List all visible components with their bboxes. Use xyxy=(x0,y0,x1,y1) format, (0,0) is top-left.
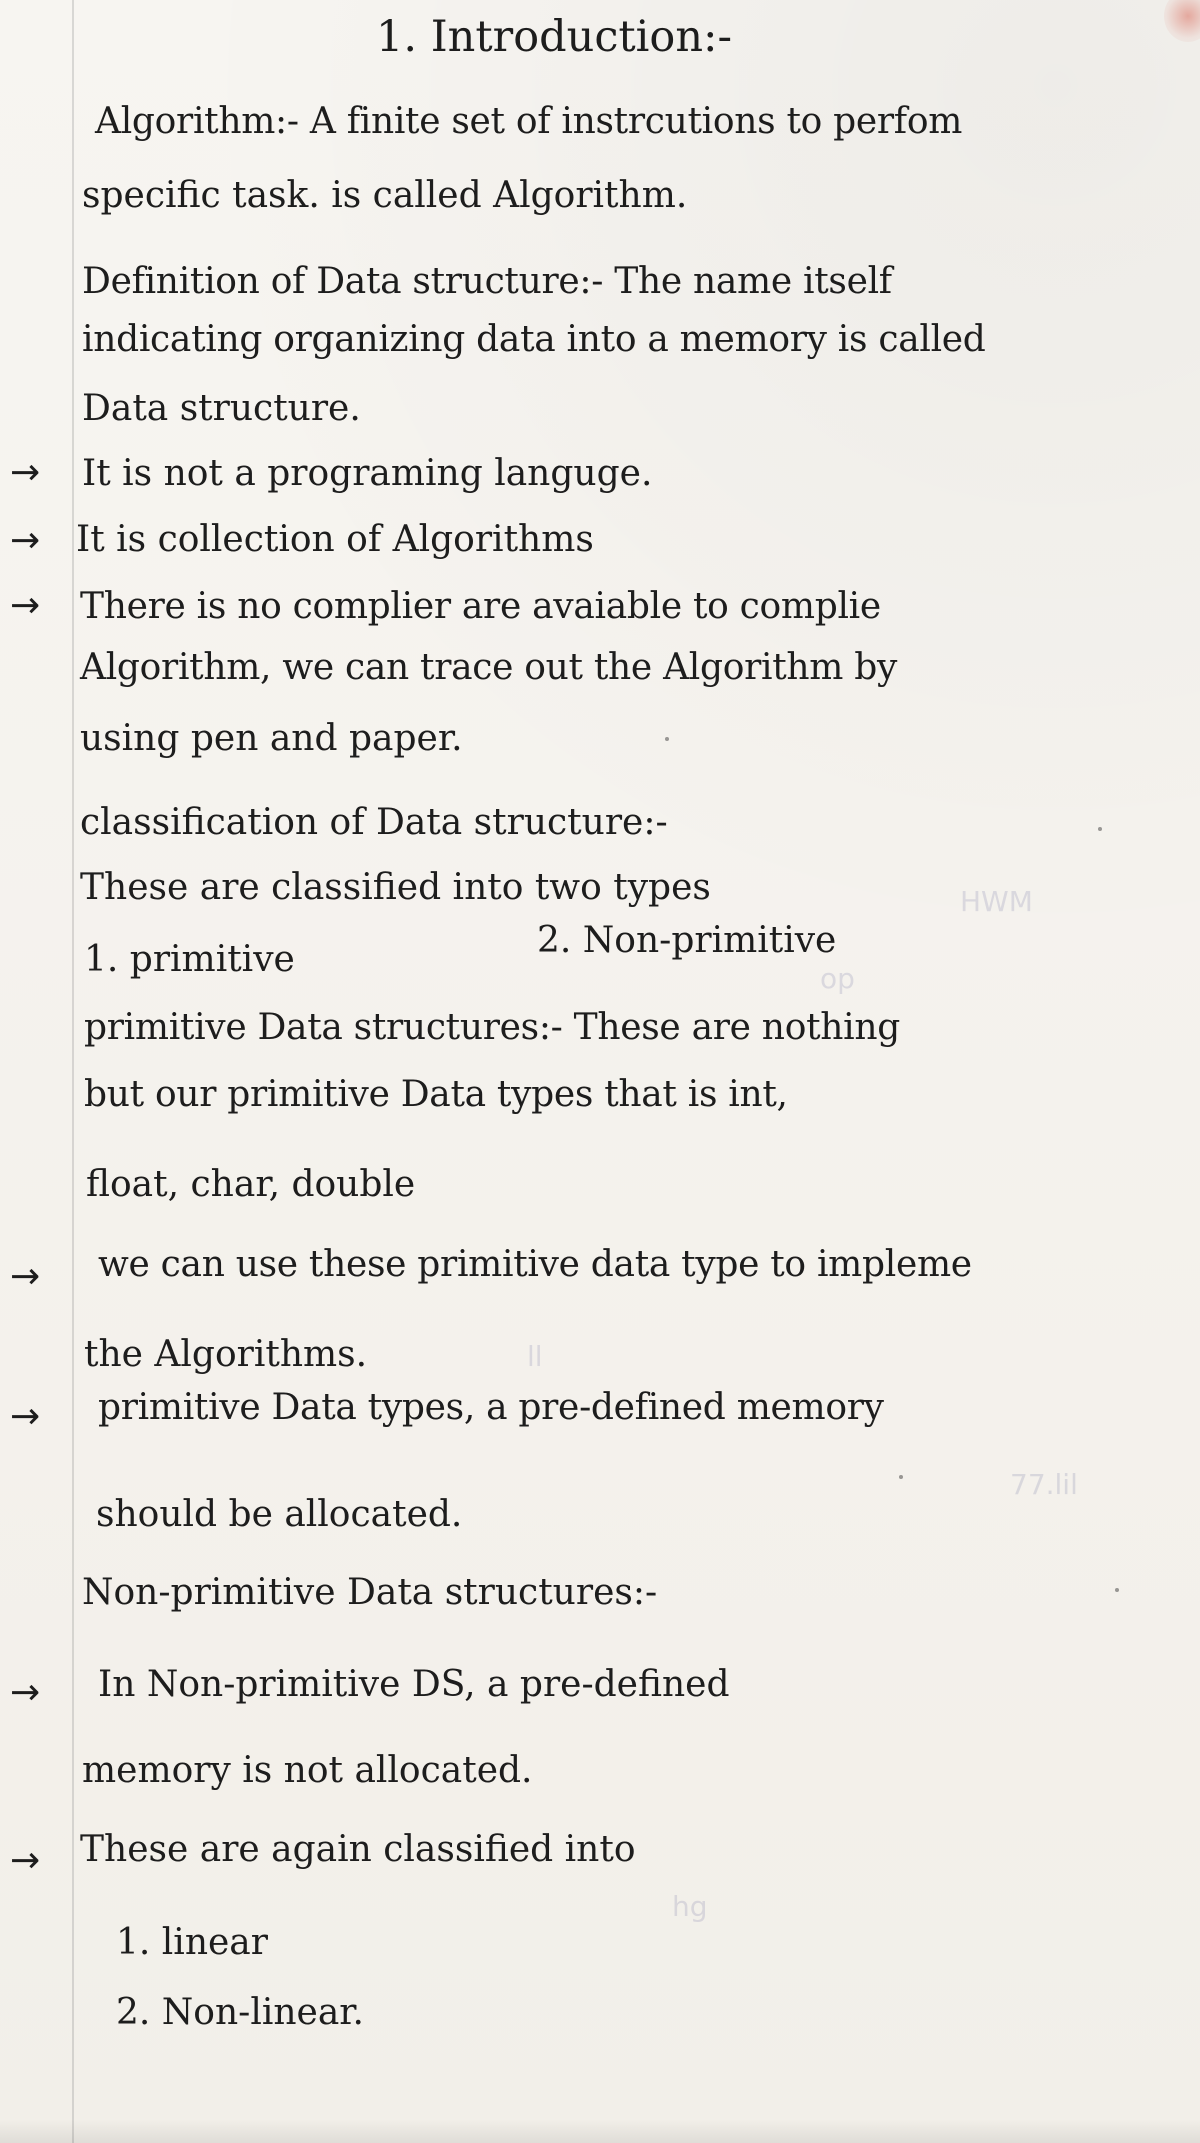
note-line: float, char, double xyxy=(86,1164,416,1205)
bullet-arrow: → xyxy=(10,452,41,493)
show-through-mark: op xyxy=(820,962,855,995)
margin-line xyxy=(72,0,74,2143)
note-line: but our primitive Data types that is int, xyxy=(84,1074,788,1115)
show-through-mark: hg xyxy=(672,1890,708,1923)
note-line: These are again classified into xyxy=(80,1829,636,1870)
section-heading: Non-primitive Data structures:- xyxy=(82,1572,658,1613)
show-through-mark: 77.lil xyxy=(1010,1468,1078,1501)
note-line: Data structure. xyxy=(82,388,361,429)
list-item: 1. primitive xyxy=(84,939,295,980)
note-line: It is collection of Algorithms xyxy=(76,519,594,560)
corner-smudge xyxy=(1164,0,1200,42)
note-line: In Non-primitive DS, a pre-defined xyxy=(98,1664,730,1705)
bullet-arrow: → xyxy=(10,1256,41,1297)
section-heading: classification of Data structure:- xyxy=(80,802,668,843)
bullet-arrow: → xyxy=(10,1840,41,1881)
show-through-mark: ll xyxy=(527,1340,543,1373)
note-line: we can use these primitive data type to impleme xyxy=(98,1244,972,1285)
ink-dot xyxy=(1115,1588,1119,1592)
note-line: the Algorithms. xyxy=(84,1334,368,1375)
note-line: should be allocated. xyxy=(96,1494,463,1535)
bullet-arrow: → xyxy=(10,585,41,626)
bullet-arrow: → xyxy=(10,1396,41,1437)
list-item: 1. linear xyxy=(116,1922,268,1963)
note-line: indicating organizing data into a memory is called xyxy=(82,319,986,360)
page-bottom-shadow xyxy=(0,2119,1200,2143)
note-line: primitive Data types, a pre-defined memory xyxy=(98,1387,884,1428)
note-line: There is no complier are avaiable to complie xyxy=(80,586,881,627)
ink-dot xyxy=(1098,827,1102,831)
note-line: using pen and paper. xyxy=(80,718,463,759)
list-item: 2. Non-linear. xyxy=(116,1992,364,2033)
section-heading: primitive Data structures:- These are nothing xyxy=(84,1007,900,1048)
note-line: Definition of Data structure:- The name itself xyxy=(82,261,892,302)
page-title: 1. Introduction:- xyxy=(376,12,733,62)
bullet-arrow: → xyxy=(10,520,41,561)
show-through-mark: HWM xyxy=(960,885,1033,918)
note-line: These are classified into two types xyxy=(80,867,711,908)
note-line: Algorithm, we can trace out the Algorithm by xyxy=(80,647,898,688)
list-item: 2. Non-primitive xyxy=(537,920,837,961)
bullet-arrow: → xyxy=(10,1672,41,1713)
ink-dot xyxy=(665,737,669,741)
ink-dot xyxy=(899,1475,903,1479)
note-line: It is not a programing languge. xyxy=(82,453,653,494)
note-line: specific task. is called Algorithm. xyxy=(82,175,688,216)
note-line: memory is not allocated. xyxy=(82,1750,533,1791)
note-line: Algorithm:- A finite set of instrcutions to perfom xyxy=(95,101,963,142)
